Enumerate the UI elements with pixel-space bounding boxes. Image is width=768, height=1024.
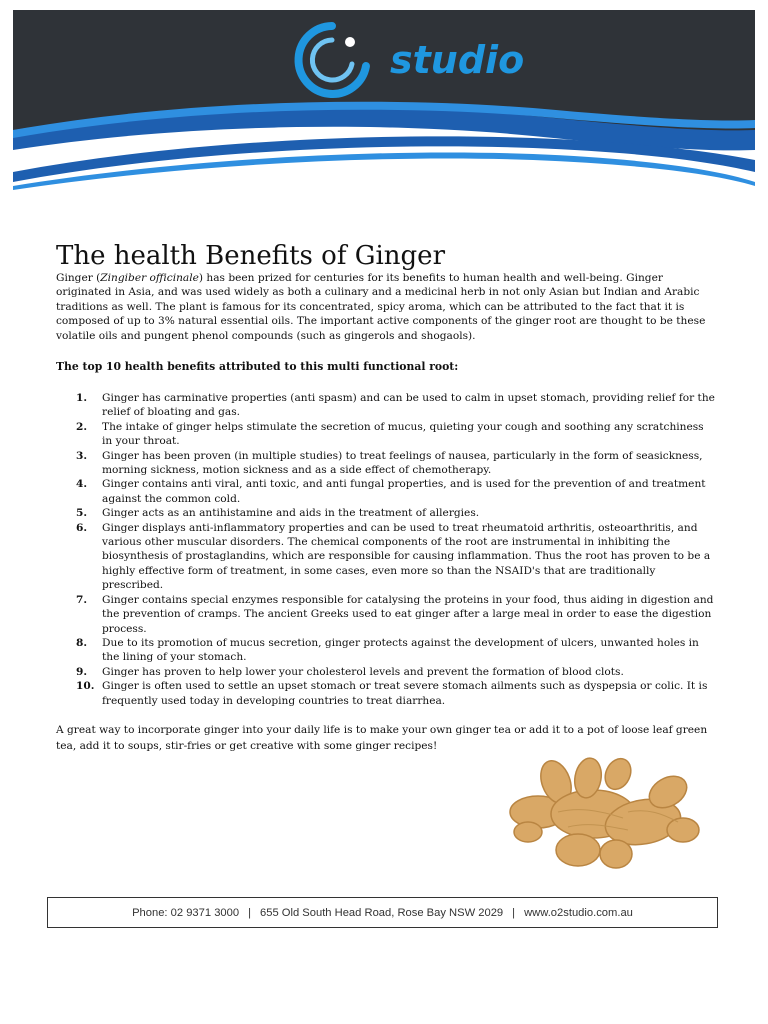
phone-number: Phone: 02 9371 3000 [132, 906, 240, 919]
list-number: 4. [76, 478, 88, 491]
list-number: 1. [76, 392, 88, 404]
closing-paragraph: A great way to incorporate ginger into your daily life is to make your own ginger tea or add it to a pot of loose leaf green tea, add it to soups, stir-fries or get creative with some ginger recipes! [56, 724, 708, 752]
list-text: Ginger has carminative properties (anti spasm) and can be used to calm in upset stomach, providing relief for the relief of bloating and gas. [102, 392, 715, 419]
list-text: Ginger has proven to help lower your cholesterol levels and prevent the formation of blood clots. [102, 665, 624, 678]
footer-separator: | [512, 906, 516, 919]
ginger-root-image [498, 752, 708, 882]
list-number: 3. [76, 449, 88, 462]
address: 655 Old South Head Road, Rose Bay NSW 2029 [260, 906, 504, 919]
list-item [56, 506, 716, 520]
list-text: Ginger contains special enzymes responsible for catalysing the proteins in your food, thus aiding in digestion and the prevention of cramps. The ancient Greeks used to eat ginger after a large meal in order to ease the digestion process. [102, 593, 714, 635]
list-number: 8. [76, 636, 88, 649]
list-number: 2. [76, 420, 88, 433]
list-number: 5. [76, 507, 88, 520]
list-text: Ginger has been proven (in multiple studies) to treat feelings of nausea, particularly in the form of seasickness, morning sickness, motion sickness and as a side effect of chemotherapy. [102, 449, 703, 477]
intro-text-rest: ) has been prized for centuries for its benefits to human health and well-being. Ginger originated in Asia, and was used widely as both a culinary and a medicinal herb in not only Asian but Indian and Arabic traditions as well. The plant is famous for its concentrated, spicy aroma, which can be attributed to the fact that it is composed of up to 3% natural essential oils. The important active components of the ginger root are thought to be these volatile oils and pungent phenol compounds (such as gingerols and shogaols). [56, 272, 706, 342]
intro-text-start: Ginger ( [56, 272, 101, 284]
list-number: 7. [76, 593, 88, 606]
list-number: 9. [76, 665, 88, 678]
logo-text: studio [390, 38, 525, 82]
list-item [56, 449, 716, 478]
list-text: Ginger contains anti viral, anti toxic, and anti fungal properties, and is used for the prevention of and treatment against the common cold. [102, 478, 706, 505]
list-text: Ginger is often used to settle an upset stomach or treat severe stomach ailments such as dyspepsia or colic. It is frequently used today in developing countries to treat diarrhea. [102, 680, 708, 707]
list-text: Ginger displays anti-inflammatory properties and can be used to treat rheumatoid arthritis, osteoarthritis, and various other muscular disorders. The chemical components of the root are instrumental in inhibiting the biosynthesis of prostaglandins, which are responsible for causing inflammation. Thus the root has proven to be a highly effective form of treatment, in some cases, even more so than the NSAID's that are traditionally prescribed. [102, 521, 711, 592]
wave-graphic [13, 10, 755, 198]
o2-logo-icon [292, 20, 372, 100]
list-item [56, 593, 716, 636]
list-number: 10. [76, 680, 95, 693]
intro-paragraph [56, 271, 716, 343]
website-link[interactable]: www.o2studio.com.au [524, 906, 633, 919]
list-item [56, 636, 716, 665]
list-number: 6. [76, 521, 88, 534]
list-item [56, 521, 716, 593]
list-text: Due to its promotion of mucus secretion, ginger protects against the development of ulcers, unwanted holes in the lining of your stomach. [102, 636, 699, 664]
footer-separator: | [248, 906, 251, 919]
list-item [56, 665, 716, 679]
benefits-list [56, 391, 716, 708]
benefits-subheading: The top 10 health benefits attributed to this multi functional root: [56, 360, 459, 373]
list-item [56, 679, 716, 708]
list-item [56, 391, 716, 420]
list-item [56, 477, 716, 506]
scientific-name: Zingiber officinale [100, 272, 199, 284]
list-text: The intake of ginger helps stimulate the secretion of mucus, quieting your cough and soothing any scratchiness in your throat. [102, 420, 704, 448]
footer-contact-bar [47, 897, 718, 928]
list-text: Ginger acts as an antihistamine and aids in the treatment of allergies. [102, 507, 480, 520]
list-item [56, 420, 716, 449]
page-title: The health Benefits of Ginger [56, 241, 445, 272]
header-banner [13, 10, 755, 198]
